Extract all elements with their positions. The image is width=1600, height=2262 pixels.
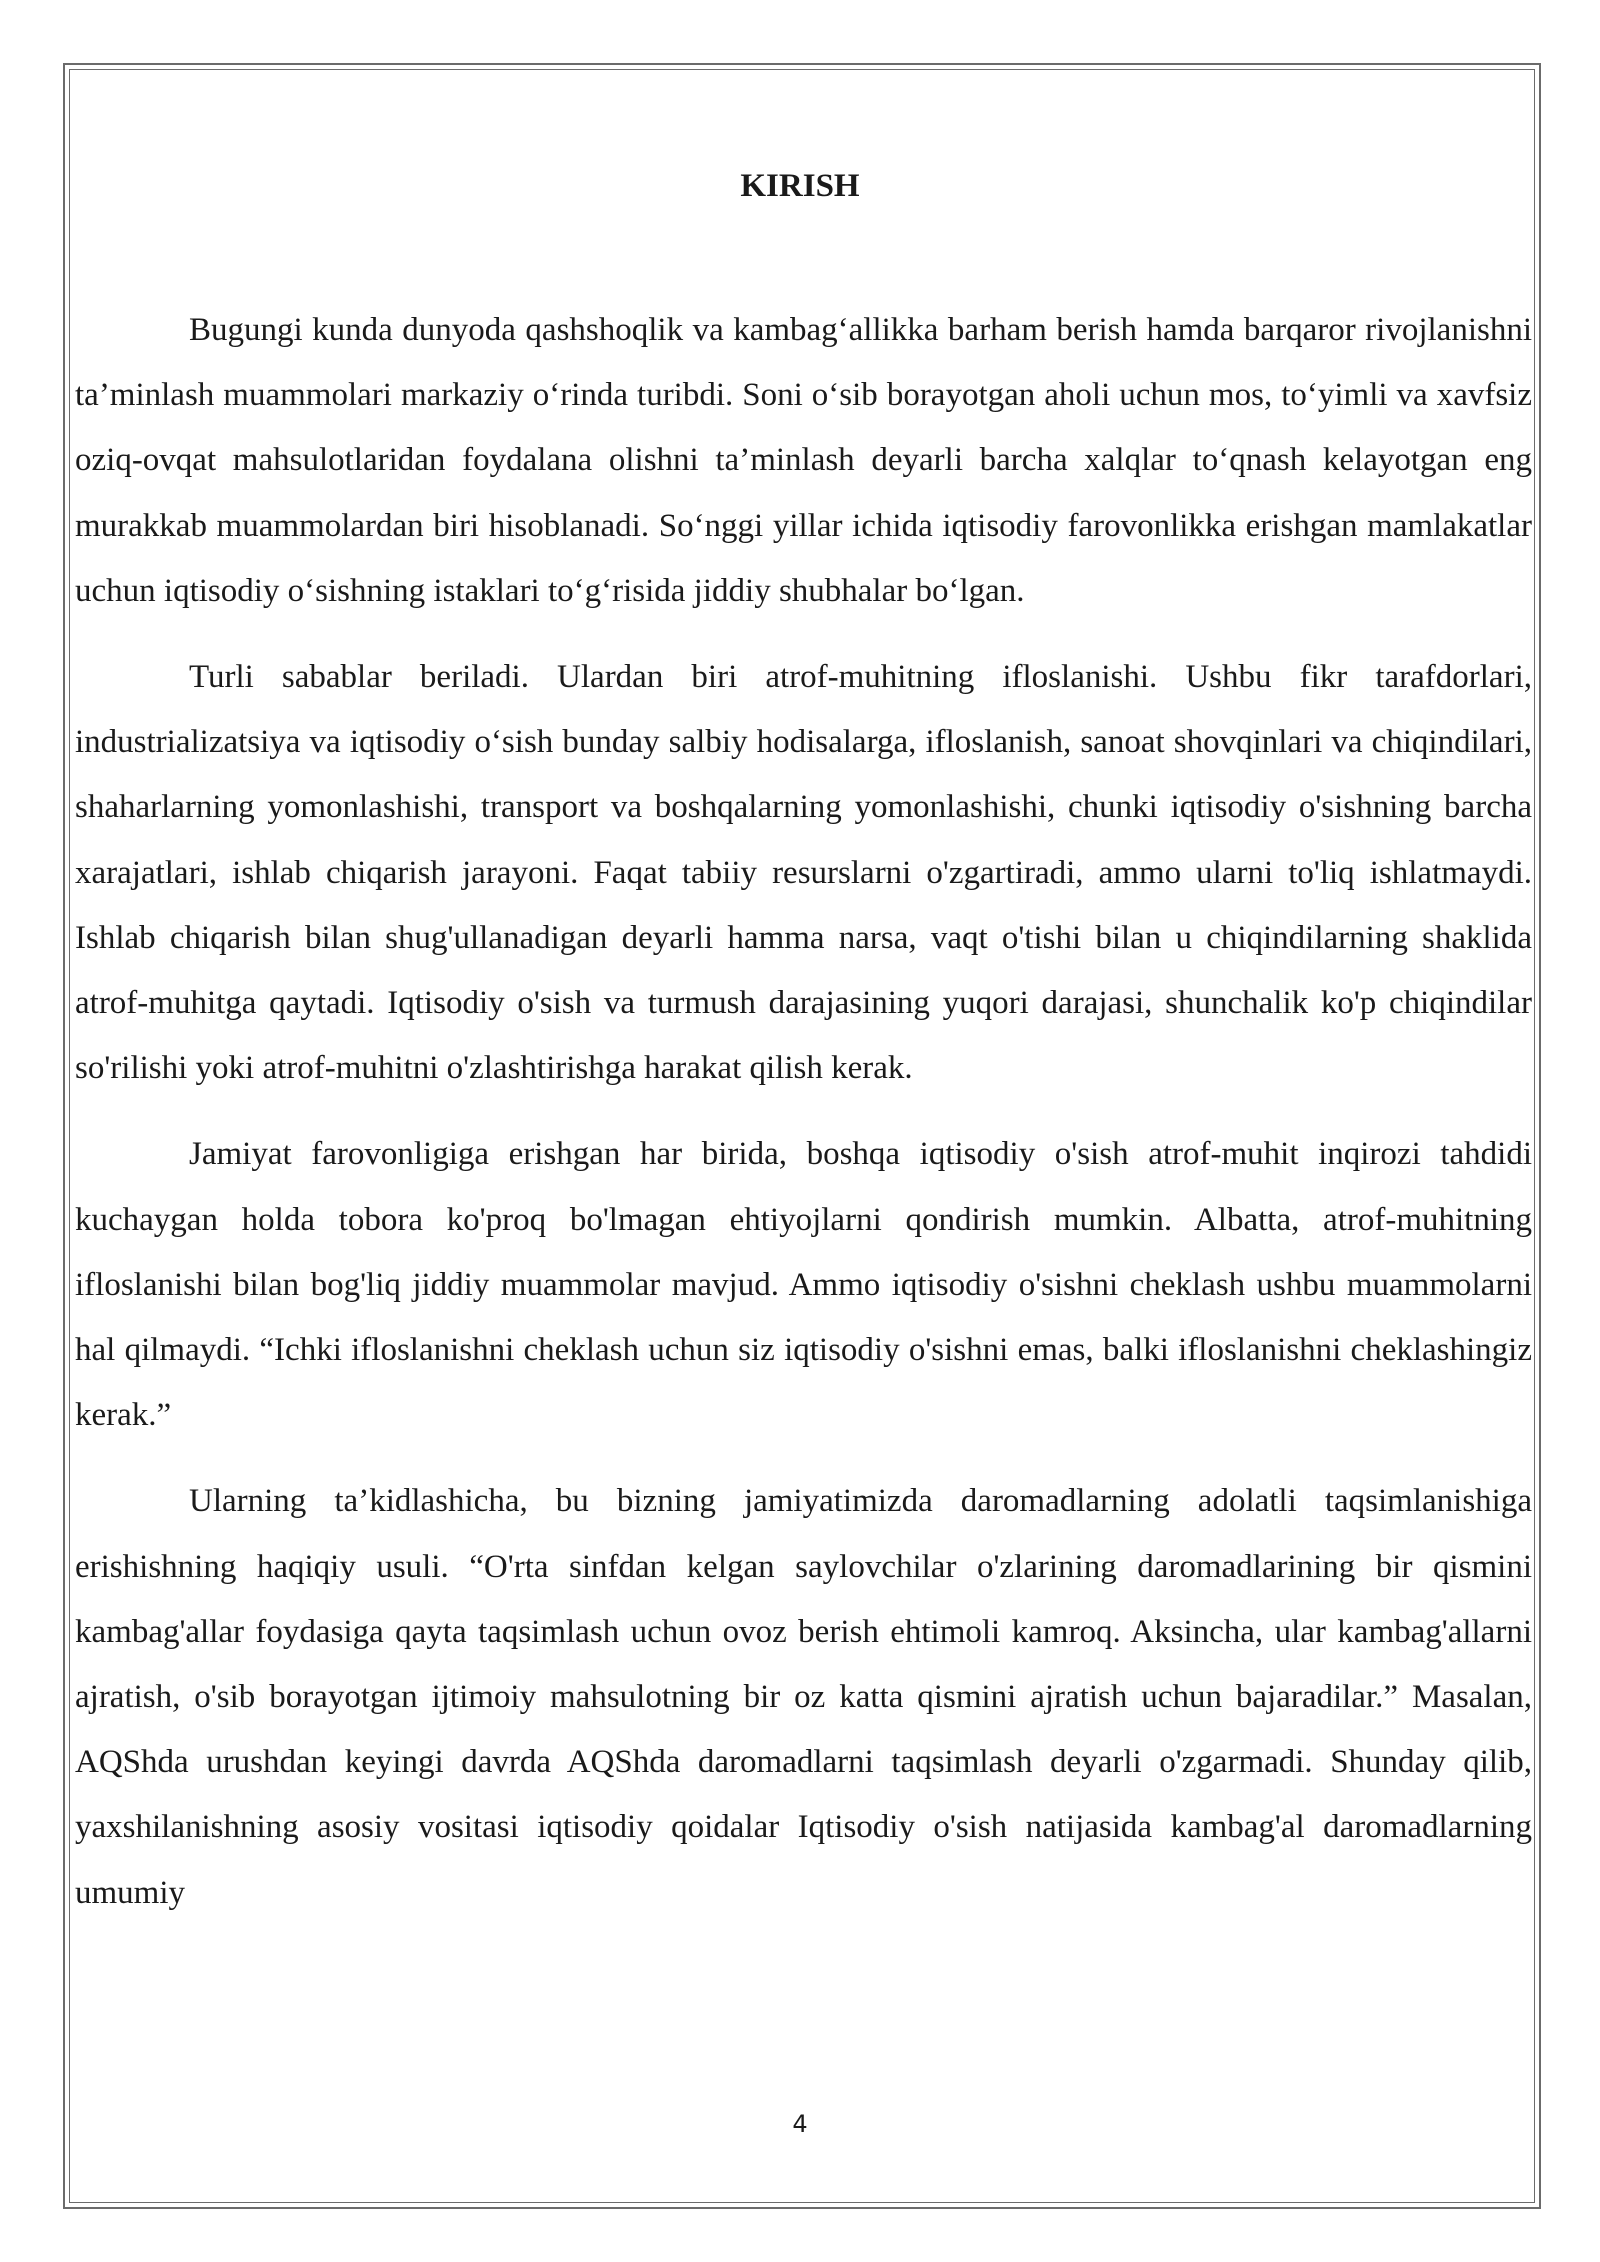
section-heading: KIRISH: [740, 168, 860, 204]
paragraph-1: Bugungi kunda dunyoda qashshoqlik va kambag‘allikka barham berish hamda barqaror rivojlanishni ta’minlash muammolari markaziy o‘rinda turibdi. Soni o‘sib borayotgan aholi uchun mos, to‘yimli va xavfsiz oziq-ovqat mahsulotlaridan foydalana olishni ta’minlash deyarli barcha xalqlar to‘qnash kelayotgan eng murakkab muammolardan biri hisoblanadi. So‘nggi yillar ichida iqtisodiy farovonlikka erishgan mamlakatlar uchun iqtisodiy o‘sishning istaklari to‘g‘risida jiddiy shubhalar bo‘lgan.: [75, 312, 1532, 609]
paragraph-4: Ularning ta’kidlashicha, bu bizning jamiyatimizda daromadlarning adolatli taqsimlanishiga erishishning haqiqiy usuli. “O'rta sinfdan kelgan saylovchilar o'zlarining daromadlarining bir qismini kambag'allar foydasiga qayta taqsimlash uchun ovoz berish ehtimoli kamroq. Aksincha, ular kambag'allarni ajratish, o'sib borayotgan ijtimoiy mahsulotning bir oz katta qismini ajratish uchun bajaradilar.” Masalan, AQShda urushdan keyingi davrda AQShda daromadlarni taqsimlash deyarli o'zgarmadi. Shunday qilib, yaxshilanishning asosiy vositasi iqtisodiy qoidalar Iqtisodiy o'sish natijasida kambag'al daromadlarning umumiy: [75, 1483, 1532, 1911]
page-number: 4: [792, 2110, 808, 2138]
paragraph-2: Turli sabablar beriladi. Ulardan biri atrof-muhitning ifloslanishi. Ushbu fikr tarafdorlari, industrializatsiya va iqtisodiy o‘sish bunday salbiy hodisalarga, ifloslanish, sanoat shovqinlari va chiqindilari, shaharlarning yomonlashishi, transport va boshqalarning yomonlashishi, chunki iqtisodiy o'sishning barcha xarajatlari, ishlab chiqarish jarayoni. Faqat tabiiy resurslarni o'zgartiradi, ammo ularni to'liq ishlatmaydi. Ishlab chiqarish bilan shug'ullanadigan deyarli hamma narsa, vaqt o'tishi bilan u chiqindilarning shaklida atrof-muhitga qaytadi. Iqtisodiy o'sish va turmush darajasining yuqori darajasi, shunchalik ko'p chiqindilar so'rilishi yoki atrof-muhitni o'zlashtirishga harakat qilish kerak.: [75, 659, 1532, 1087]
body-text: [75, 298, 1532, 1926]
paragraph-3: Jamiyat farovonligiga erishgan har birida, boshqa iqtisodiy o'sish atrof-muhit inqirozi tahdidi kuchaygan holda tobora ko'proq bo'lmagan ehtiyojlarni qondirish mumkin. Albatta, atrof-muhitning ifloslanishi bilan bog'liq jiddiy muammolar mavjud. Ammo iqtisodiy o'sishni cheklash ushbu muammolarni hal qilmaydi. “Ichki ifloslanishni cheklash uchun siz iqtisodiy o'sishni emas, balki ifloslanishni cheklashingiz kerak.”: [75, 1136, 1532, 1434]
